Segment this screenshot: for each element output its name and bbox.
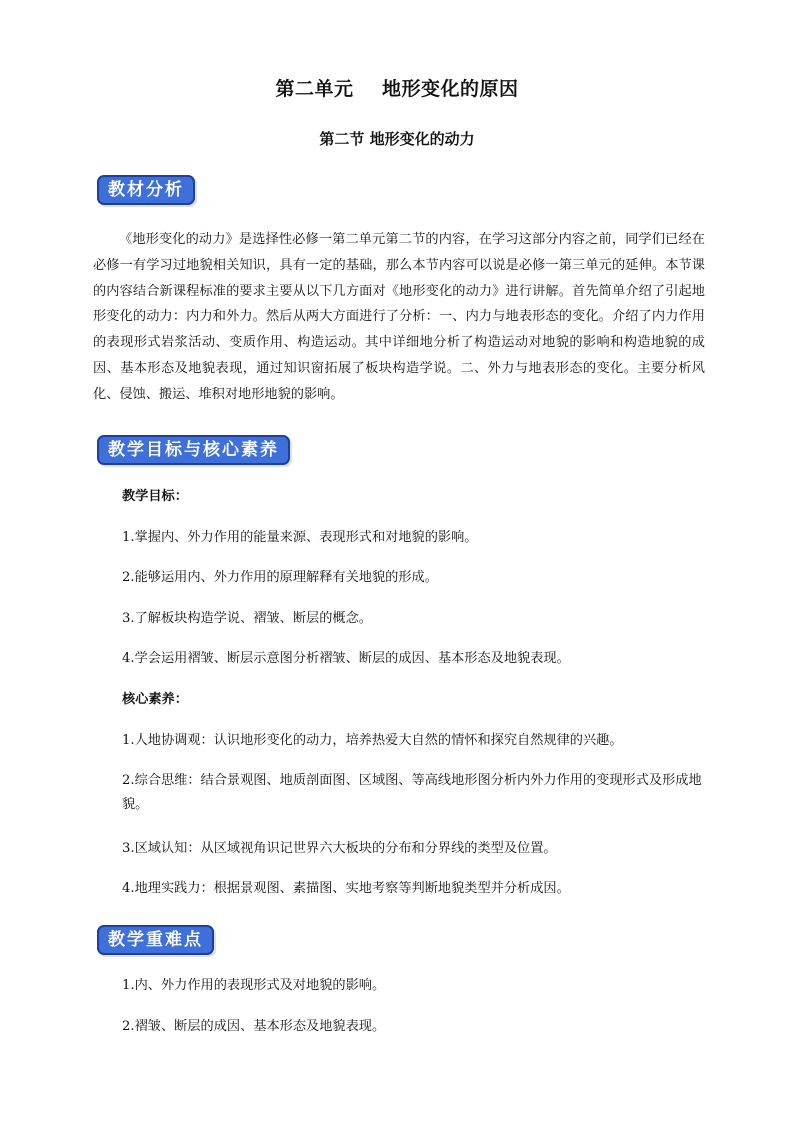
literacy-label: 核心素养：: [122, 692, 188, 707]
heading-badge-keypoints: 教学重难点: [97, 925, 214, 955]
objective-item: 3.了解板块构造学说、褶皱、断层的概念。: [122, 611, 372, 626]
analysis-paragraph: 《地形变化的动力》是选择性必修一第二单元第二节的内容，在学习这部分内容之前，同学们已经在必修一有学习过地貌相关知识，具有一定的基础，那么本节内容可以说是必修一第三单元的延伸。本节课的内容结合新课程标准的要求主要从以下几方面对《地形变化的动力》进行讲解。首先简单介绍了引起地形变化的动力：内力和外力。然后从两大方面进行了分析：一、内力与地表形态的变化。介绍了内力作用的表现形式岩浆活动、变质作用、构造运动。其中详细地分析了构造运动对地貌的影响和构造地貌的成因、基本形态及地貌表现，通过知识窗拓展了板块构造学说。二、外力与地表形态的变化。主要分析风化、侵蚀、搬运、堆积对地形地貌的影响。: [93, 232, 705, 402]
keypoint-item: 1.内、外力作用的表现形式及对地貌的影响。: [122, 978, 386, 993]
heading-badge-goals: 教学目标与核心素养: [97, 435, 290, 465]
objective-item: 2.能够运用内、外力作用的原理解释有关地貌的形成。: [122, 570, 438, 585]
literacy-item: 3.区域认知：从区域视角识记世界六大板块的分布和分界线的类型及位置。: [122, 841, 557, 856]
heading-badge-analysis: 教材分析: [97, 175, 195, 205]
objectives-label: 教学目标：: [122, 489, 188, 504]
literacy-item: 2.综合思维：结合景观图、地质剖面图、区域图、等高线地形图分析内外力作用的变现形式及形成地貌。: [122, 773, 702, 812]
keypoint-item: 2.褶皱、断层的成因、基本形态及地貌表现。: [122, 1019, 386, 1034]
literacy-item: 1.人地协调观：认识地形变化的动力，培养热爱大自然的情怀和探究自然规律的兴趣。: [122, 733, 623, 748]
objective-item: 1.掌握内、外力作用的能量来源、表现形式和对地貌的影响。: [122, 530, 478, 545]
unit-title: 第二单元 地形变化的原因: [275, 78, 519, 100]
literacy-item: 4.地理实践力：根据景观图、素描图、实地考察等判断地貌类型并分析成因。: [122, 881, 570, 896]
section-title: 第二节 地形变化的动力: [319, 130, 475, 148]
objective-item: 4.学会运用褶皱、断层示意图分析褶皱、断层的成因、基本形态及地貌表现。: [122, 651, 570, 666]
